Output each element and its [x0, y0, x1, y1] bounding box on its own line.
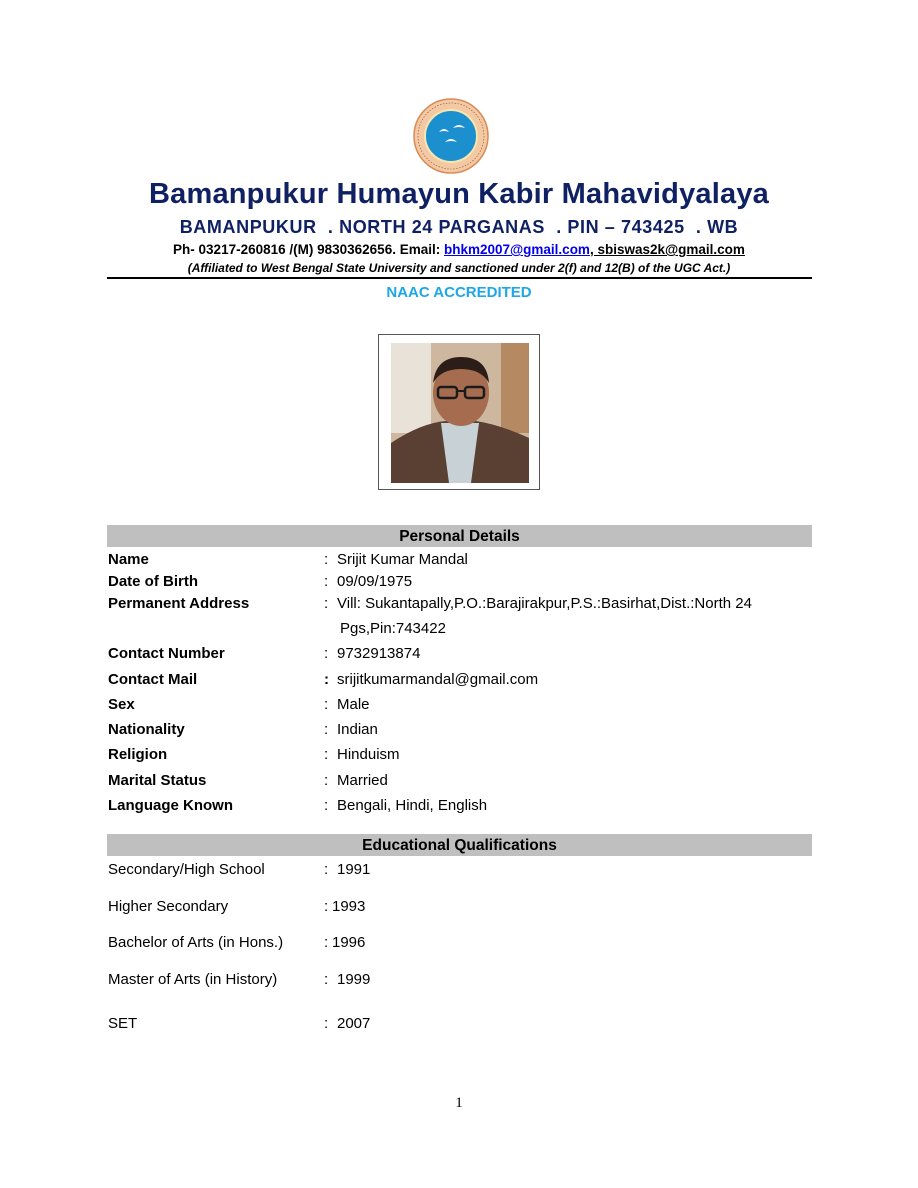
accreditation-badge: NAAC ACCREDITED: [386, 284, 532, 301]
detail-label: Marital Status: [108, 772, 207, 789]
detail-value-continued: Pgs,Pin:743422: [340, 620, 446, 637]
profile-photo: [391, 343, 529, 483]
detail-label: Nationality: [108, 721, 185, 738]
detail-separator: :: [324, 645, 329, 662]
email-link-secondary[interactable]: sbiswas2k@gmail.com: [597, 242, 745, 257]
personal-details-heading: Personal Details: [107, 525, 812, 547]
education-heading: Educational Qualifications: [107, 834, 812, 856]
affiliation-note: (Affiliated to West Bengal State University and sanctioned under 2(f) and 12(B) of the UGC Act.): [187, 261, 731, 275]
detail-value: Vill: Sukantapally,P.O.:Barajirakpur,P.S.:Basirhat,Dist.:North 24: [337, 595, 752, 612]
detail-separator: :: [324, 721, 329, 738]
education-year: 1991: [337, 861, 371, 878]
header-divider: [107, 277, 812, 279]
detail-label: Sex: [108, 696, 135, 713]
college-logo: [409, 98, 493, 174]
detail-label: Contact Mail: [108, 671, 198, 688]
email-link-primary[interactable]: bhkm2007@gmail.com: [443, 242, 590, 257]
education-separator: :: [324, 861, 329, 878]
education-separator: :: [324, 934, 329, 951]
education-label: Higher Secondary: [108, 898, 229, 915]
detail-separator: :: [324, 772, 329, 789]
education-year: 1999: [337, 971, 371, 988]
education-label: SET: [108, 1015, 138, 1032]
detail-separator: :: [324, 595, 329, 612]
page-number: 1: [455, 1095, 463, 1111]
profile-photo-frame: [378, 334, 540, 490]
college-seal-icon: [409, 98, 493, 174]
detail-label: Religion: [108, 746, 168, 763]
detail-value: Indian: [337, 721, 378, 738]
detail-label: Language Known: [108, 797, 233, 814]
education-separator: :: [324, 1015, 329, 1032]
education-separator: :: [324, 898, 329, 915]
education-label: Secondary/High School: [108, 861, 265, 878]
detail-value: 9732913874: [337, 645, 421, 662]
education-year: 2007: [337, 1015, 371, 1032]
detail-separator: :: [324, 573, 329, 590]
detail-value: Srijit Kumar Mandal: [337, 551, 468, 568]
education-year: 1993: [332, 898, 366, 915]
college-address: BAMANPUKUR . NORTH 24 PARGANAS . PIN – 743425 . WB: [179, 217, 739, 237]
detail-value: Married: [337, 772, 388, 789]
detail-label: Date of Birth: [108, 573, 198, 590]
detail-separator: :: [324, 671, 329, 688]
detail-separator: :: [324, 797, 329, 814]
education-label: Bachelor of Arts (in Hons.): [108, 934, 284, 951]
email-separator: ,: [589, 242, 598, 257]
detail-label: Name: [108, 551, 149, 568]
detail-value: 09/09/1975: [337, 573, 413, 590]
detail-separator: :: [324, 746, 329, 763]
detail-label: Contact Number: [108, 645, 225, 662]
detail-separator: :: [324, 551, 329, 568]
detail-value: Bengali, Hindi, English: [337, 797, 488, 814]
education-year: 1996: [332, 934, 366, 951]
college-name: Bamanpukur Humayun Kabir Mahavidyalaya: [148, 178, 769, 210]
detail-value: srijitkumarmandal@gmail.com: [337, 671, 539, 688]
education-separator: :: [324, 971, 329, 988]
contact-phones: Ph- 03217-260816 /(M) 9830362656. Email:: [173, 242, 444, 257]
detail-value: Hinduism: [337, 746, 400, 763]
detail-label: Permanent Address: [108, 595, 250, 612]
education-label: Master of Arts (in History): [108, 971, 278, 988]
college-contact: [0, 242, 918, 257]
detail-separator: :: [324, 696, 329, 713]
detail-value: Male: [337, 696, 370, 713]
